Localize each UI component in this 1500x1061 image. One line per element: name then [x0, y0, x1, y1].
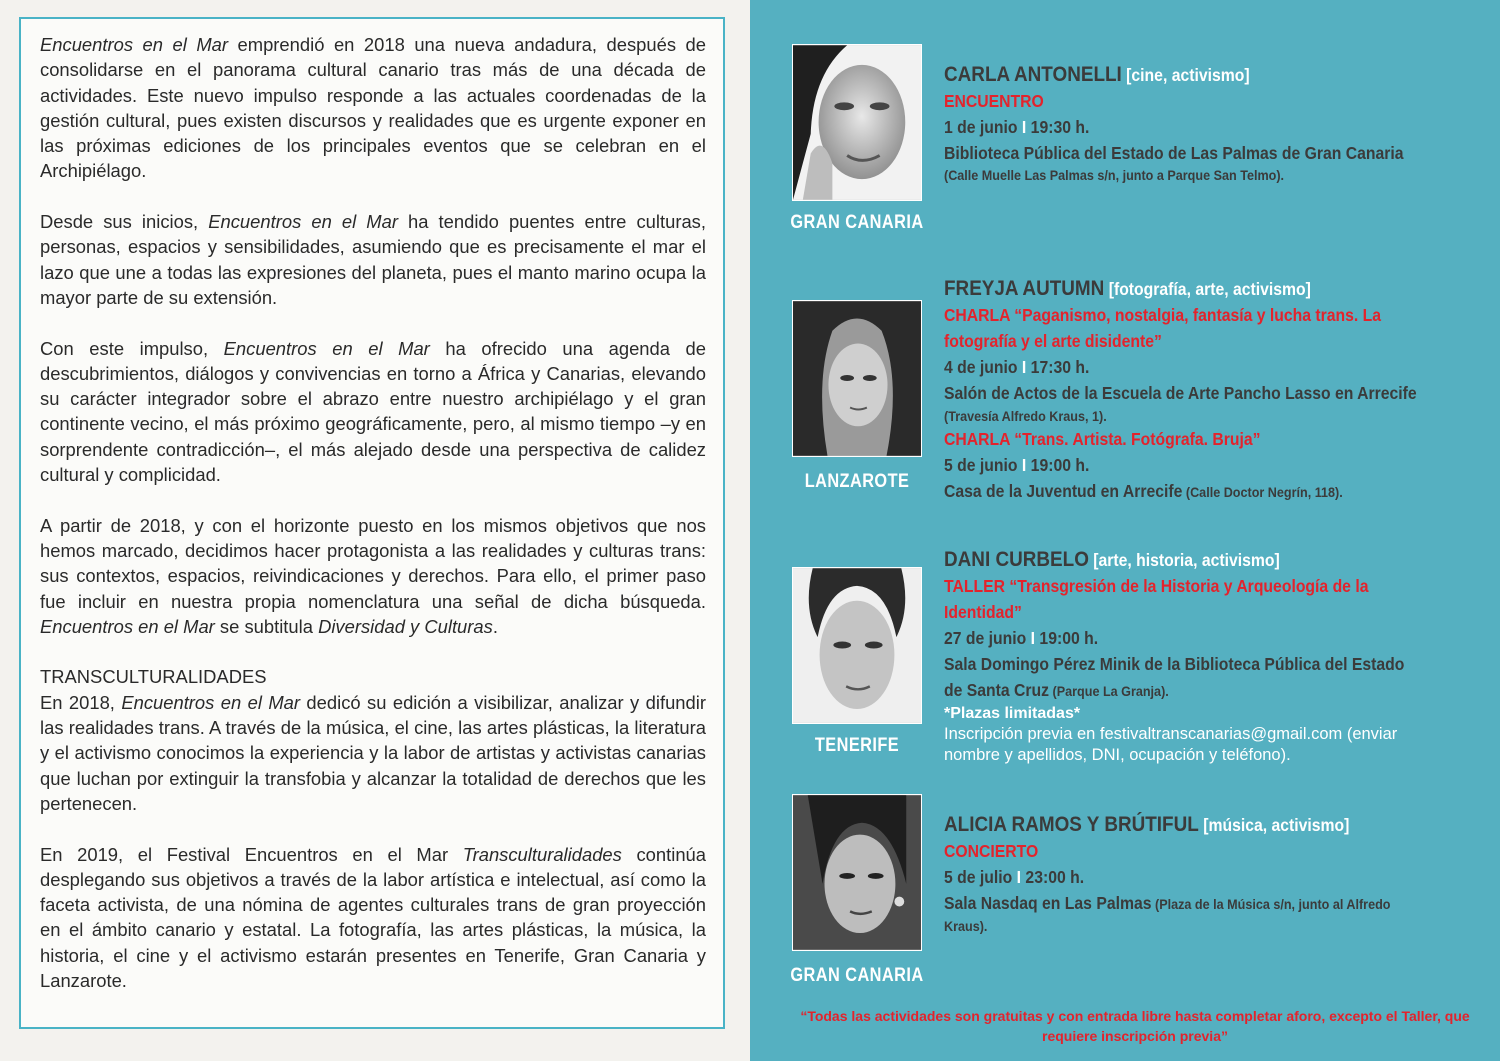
- event-type-line-1: TALLER “Transgresión de la Historia y Arqueología de la: [944, 576, 1369, 596]
- event-type-line-2: fotografía y el arte disidente”: [944, 331, 1162, 351]
- portrait-photo-alicia: [792, 794, 922, 951]
- separator: I: [1021, 357, 1027, 377]
- event-time: 19:00 h.: [1030, 455, 1090, 475]
- event-venue-line-2: de Santa Cruz: [944, 680, 1050, 700]
- paragraph-text: A partir de 2018, y con el horizonte puesto en los mismos objetivos que nos hemos marcado, decidimos hacer protagonista a las realidades y culturas trans: sus contextos, espacios, reivindicaciones y derechos. Para ello, el primer paso fue incluir en nuestra propia nomenclatura una señal de dicha búsqueda.: [40, 514, 706, 612]
- separator: I: [1021, 455, 1027, 475]
- signup-line-1: Inscripción previa en festivaltranscanarias@gmail.com (enviar: [944, 725, 1398, 743]
- paragraph-text: ha tendido puentes entre culturas, personas, espacios y sensibilidades, asumiendo que es precisamente el mar el lazo que une a todas las expresiones del planeta, pues el manto marino ocupa la mayor parte de su extensión.: [40, 211, 706, 308]
- event-date: 5 de julio: [944, 867, 1013, 887]
- event-carla-antonelli: [944, 62, 1489, 184]
- event-date: 1 de junio: [944, 117, 1018, 137]
- paragraph-text: Desde sus inicios,: [40, 211, 209, 233]
- separator: I: [1021, 117, 1027, 137]
- island-label-tenerife: TENERIFE: [814, 735, 900, 756]
- event-venue: Sala Nasdaq en Las Palmas: [944, 893, 1152, 913]
- artist-category: [arte, historia, activismo]: [1093, 550, 1280, 570]
- paragraph-text: se subtitula: [214, 615, 319, 637]
- festival-name-italic: Encuentros en el Mar: [223, 337, 430, 359]
- island-label-lanzarote: LANZAROTE: [804, 471, 910, 492]
- limited-places-note: *Plazas limitadas*: [944, 705, 1081, 722]
- portrait-image: [793, 45, 921, 200]
- festival-title-italic: Transculturalidades: [462, 843, 622, 865]
- footer-note-line-2: requiere inscripción previa”: [1042, 1028, 1228, 1044]
- event-address: (Travesía Alfredo Kraus, 1).: [944, 408, 1107, 424]
- artist-name: ALICIA RAMOS Y BRÚTIFUL: [944, 813, 1199, 836]
- paragraph-text: ha ofrecido una agenda de descubrimientos, diálogos y convivencias en torno a África y Canarias, elevando su carácter integrador sobre el abrazo entre nuestro archipiélago y el gran continente vecino, el más próximo geográficamente, pero, al mismo tiempo –y en sorprendente contradicción–, el más alejado desde una perspectiva de calidez cultural y complicidad.: [40, 337, 706, 486]
- event-venue: Salón de Actos de la Escuela de Arte Pancho Lasso en Arrecife: [944, 383, 1417, 403]
- portrait-photo-carla: [792, 44, 922, 201]
- separator: I: [1030, 628, 1036, 648]
- portrait-photo-dani: [792, 567, 922, 724]
- event-date: 5 de junio: [944, 455, 1018, 475]
- intro-paragraph-3: [40, 336, 706, 488]
- program-panel: [750, 0, 1500, 1061]
- event-venue: Biblioteca Pública del Estado de Las Palmas de Gran Canaria: [944, 143, 1404, 163]
- event-alicia-ramos: [944, 812, 1489, 935]
- portrait-image: [793, 795, 921, 950]
- event-time: 23:00 h.: [1025, 867, 1085, 887]
- event-type: CONCIERTO: [944, 841, 1039, 861]
- island-label-gran-canaria: GRAN CANARIA: [790, 212, 924, 233]
- free-entry-note: [790, 1006, 1480, 1046]
- festival-name-italic: Encuentros en el Mar: [121, 691, 301, 713]
- event-time: 19:30 h.: [1030, 117, 1090, 137]
- paragraph-text: emprendió en 2018 una nueva andadura, después de consolidarse en el panorama cultural canario tras más de una década de actividades. Este nuevo impulso responde a las actuales coordenadas de la gestión cultural, pues existen discursos y realidades que es urgente exponer en las próximas ediciones de los principales eventos que se celebran en el Archipiélago.: [40, 34, 706, 182]
- event-address-line-2: Kraus).: [944, 918, 988, 934]
- intro-body: [40, 32, 706, 993]
- event-time: 17:30 h.: [1030, 357, 1090, 377]
- portrait-photo-freyja: [792, 300, 922, 457]
- event-type-line-2: Identidad”: [944, 602, 1022, 622]
- event-freyja-autumn: [944, 276, 1489, 505]
- event-time: 19:00 h.: [1039, 628, 1099, 648]
- event-type-2: CHARLA “Trans. Artista. Fotógrafa. Bruja”: [944, 429, 1261, 449]
- island-label-gran-canaria-2: GRAN CANARIA: [790, 965, 924, 986]
- artist-category: [fotografía, arte, activismo]: [1108, 279, 1311, 299]
- event-dani-curbelo: [944, 547, 1489, 766]
- event-address: (Calle Doctor Negrín, 118).: [1182, 484, 1343, 500]
- intro-paragraph-1: [40, 32, 706, 184]
- event-venue-line-1: Sala Domingo Pérez Minik de la Biblioteca Pública del Estado: [944, 654, 1405, 674]
- signup-line-2: nombre y apellidos, DNI, ocupación y teléfono).: [944, 746, 1291, 764]
- artist-name: DANI CURBELO: [944, 548, 1089, 571]
- artist-category: [música, activismo]: [1203, 815, 1350, 835]
- artist-name: FREYJA AUTUMN: [944, 277, 1105, 300]
- event-venue: Casa de la Juventud en Arrecife: [944, 481, 1183, 501]
- paragraph-text: Con este impulso,: [40, 337, 224, 359]
- separator: I: [1016, 867, 1022, 887]
- artist-category: [cine, activismo]: [1126, 65, 1250, 85]
- intro-paragraph-5: [40, 690, 706, 816]
- paragraph-text: .: [492, 615, 498, 637]
- event-date: 4 de junio: [944, 357, 1018, 377]
- section-heading: TRANSCULTURALIDADES: [40, 666, 267, 688]
- festival-name-italic: Encuentros en el Mar: [40, 615, 215, 637]
- event-type-line-1: CHARLA “Paganismo, nostalgia, fantasía y lucha trans. La: [944, 305, 1382, 325]
- subtitle-italic: Diversidad y Culturas: [318, 615, 493, 637]
- portrait-image: [793, 301, 921, 456]
- event-address: (Parque La Granja).: [1049, 683, 1169, 699]
- footer-note-line-1: “Todas las actividades son gratuitas y con entrada libre hasta completar aforo, excepto el Taller, que: [800, 1008, 1470, 1024]
- event-type: ENCUENTRO: [944, 91, 1044, 111]
- artist-name: CARLA ANTONELLI: [944, 63, 1122, 86]
- portrait-image: [793, 568, 921, 723]
- event-address-line-1: (Plaza de la Música s/n, junto al Alfredo: [1151, 896, 1391, 912]
- paragraph-text: continúa desplegando sus objetivos a través de la labor artística e intelectual, así como la faceta activista, de una nómina de agentes culturales trans de gran proyección en el ámbito canario y estatal. La fotografía, las artes plásticas, la música, la historia, el cine y el activismo estarán presentes en Tenerife, Gran Canaria y Lanzarote.: [40, 843, 707, 991]
- intro-paragraph-2: [40, 209, 706, 310]
- festival-name-italic: Encuentros en el Mar: [208, 211, 398, 233]
- paragraph-text: En 2018,: [40, 691, 122, 713]
- intro-paragraph-4: [40, 513, 706, 639]
- paragraph-text: dedicó su edición a visibilizar, analizar y difundir las realidades trans. A través de la música, el cine, las artes plásticas, la literatura y el activismo conocimos la experiencia y la labor de artistas y activistas canarias que luchan por extinguir la transfobia y alcanzar la totalidad de derechos que les pertenecen.: [40, 691, 706, 814]
- festival-name-italic: Encuentros en el Mar: [40, 34, 229, 55]
- event-date: 27 de junio: [944, 628, 1027, 648]
- intro-paragraph-6: [40, 842, 706, 994]
- event-address: (Calle Muelle Las Palmas s/n, junto a Parque San Telmo).: [944, 167, 1285, 183]
- intro-text-box: [19, 17, 725, 1029]
- paragraph-text: En 2019, el Festival Encuentros en el Mar: [40, 843, 463, 865]
